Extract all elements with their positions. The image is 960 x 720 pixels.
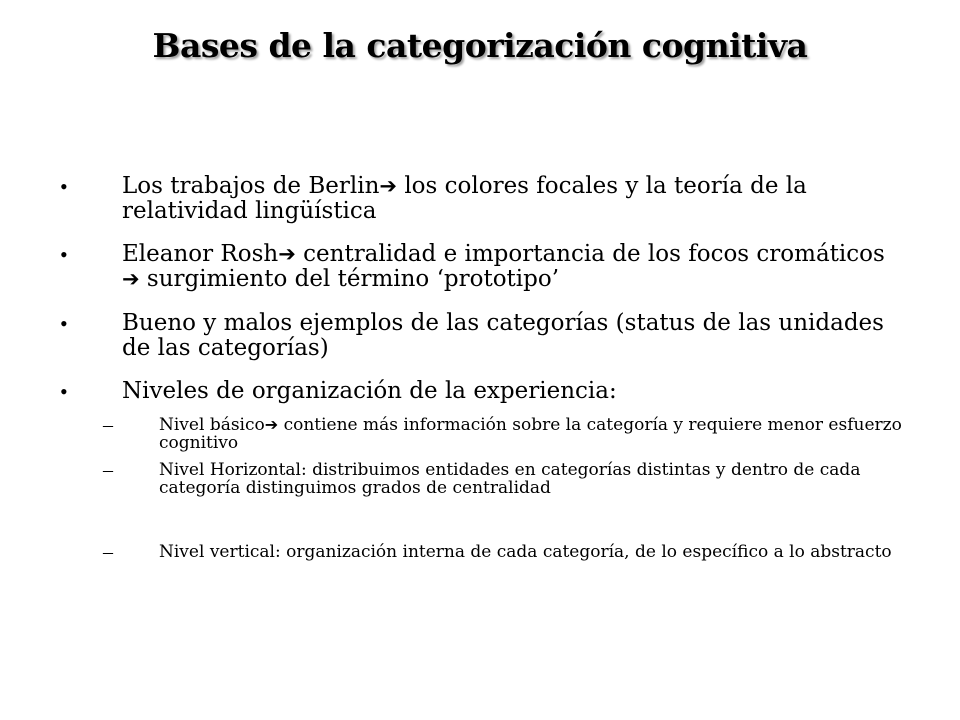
- bullet-text: Eleanor Rosh➔ centralidad e importancia de los focos cromáticos ➔ surgimiento del término ‘prototipo’: [122, 241, 885, 292]
- arrow-right-icon: ➔: [379, 174, 398, 198]
- bullet-list: [0, 174, 960, 588]
- dash-marker: –: [103, 541, 113, 563]
- bullet-text: Bueno y malos ejemplos de las categorías (status de las unidades de las categorías): [122, 310, 884, 361]
- subitem-text: Nivel Horizontal: distribuimos entidades en categorías distintas y dentro de cada categoría distinguimos grados de centralidad: [159, 460, 861, 498]
- bullet-text: Niveles de organización de la experiencia:: [122, 378, 617, 404]
- bullet-item-ejemplos: [0, 311, 960, 379]
- arrow-right-icon: ➔: [122, 267, 140, 291]
- bullet-marker: •: [60, 174, 68, 199]
- bullet-item-rosh: [0, 242, 960, 311]
- bullet-marker: •: [60, 379, 68, 404]
- subitem-nivel-horizontal: [0, 461, 960, 543]
- dash-marker: –: [103, 459, 113, 481]
- slide-title: Bases de la categorización cognitiva: [152, 26, 808, 65]
- subitem-text: Nivel vertical: organización interna de cada categoría, de lo específico a lo abstracto: [159, 542, 892, 562]
- bullet-marker: •: [60, 242, 68, 267]
- bullet-text: Los trabajos de Berlin➔ los colores focales y la teoría de la relatividad lingüística: [122, 173, 807, 224]
- bullet-item-berlin: [0, 174, 960, 242]
- arrow-right-icon: ➔: [264, 415, 279, 434]
- bullet-item-niveles: [0, 379, 960, 416]
- subitem-text: Nivel básico➔ contiene más información sobre la categoría y requiere menor esfuerzo cognitivo: [159, 415, 902, 453]
- bullet-marker: •: [60, 311, 68, 336]
- subitem-nivel-basico: [0, 416, 960, 461]
- dash-marker: –: [103, 414, 113, 436]
- subitem-nivel-vertical: [0, 543, 960, 588]
- arrow-right-icon: ➔: [278, 242, 296, 266]
